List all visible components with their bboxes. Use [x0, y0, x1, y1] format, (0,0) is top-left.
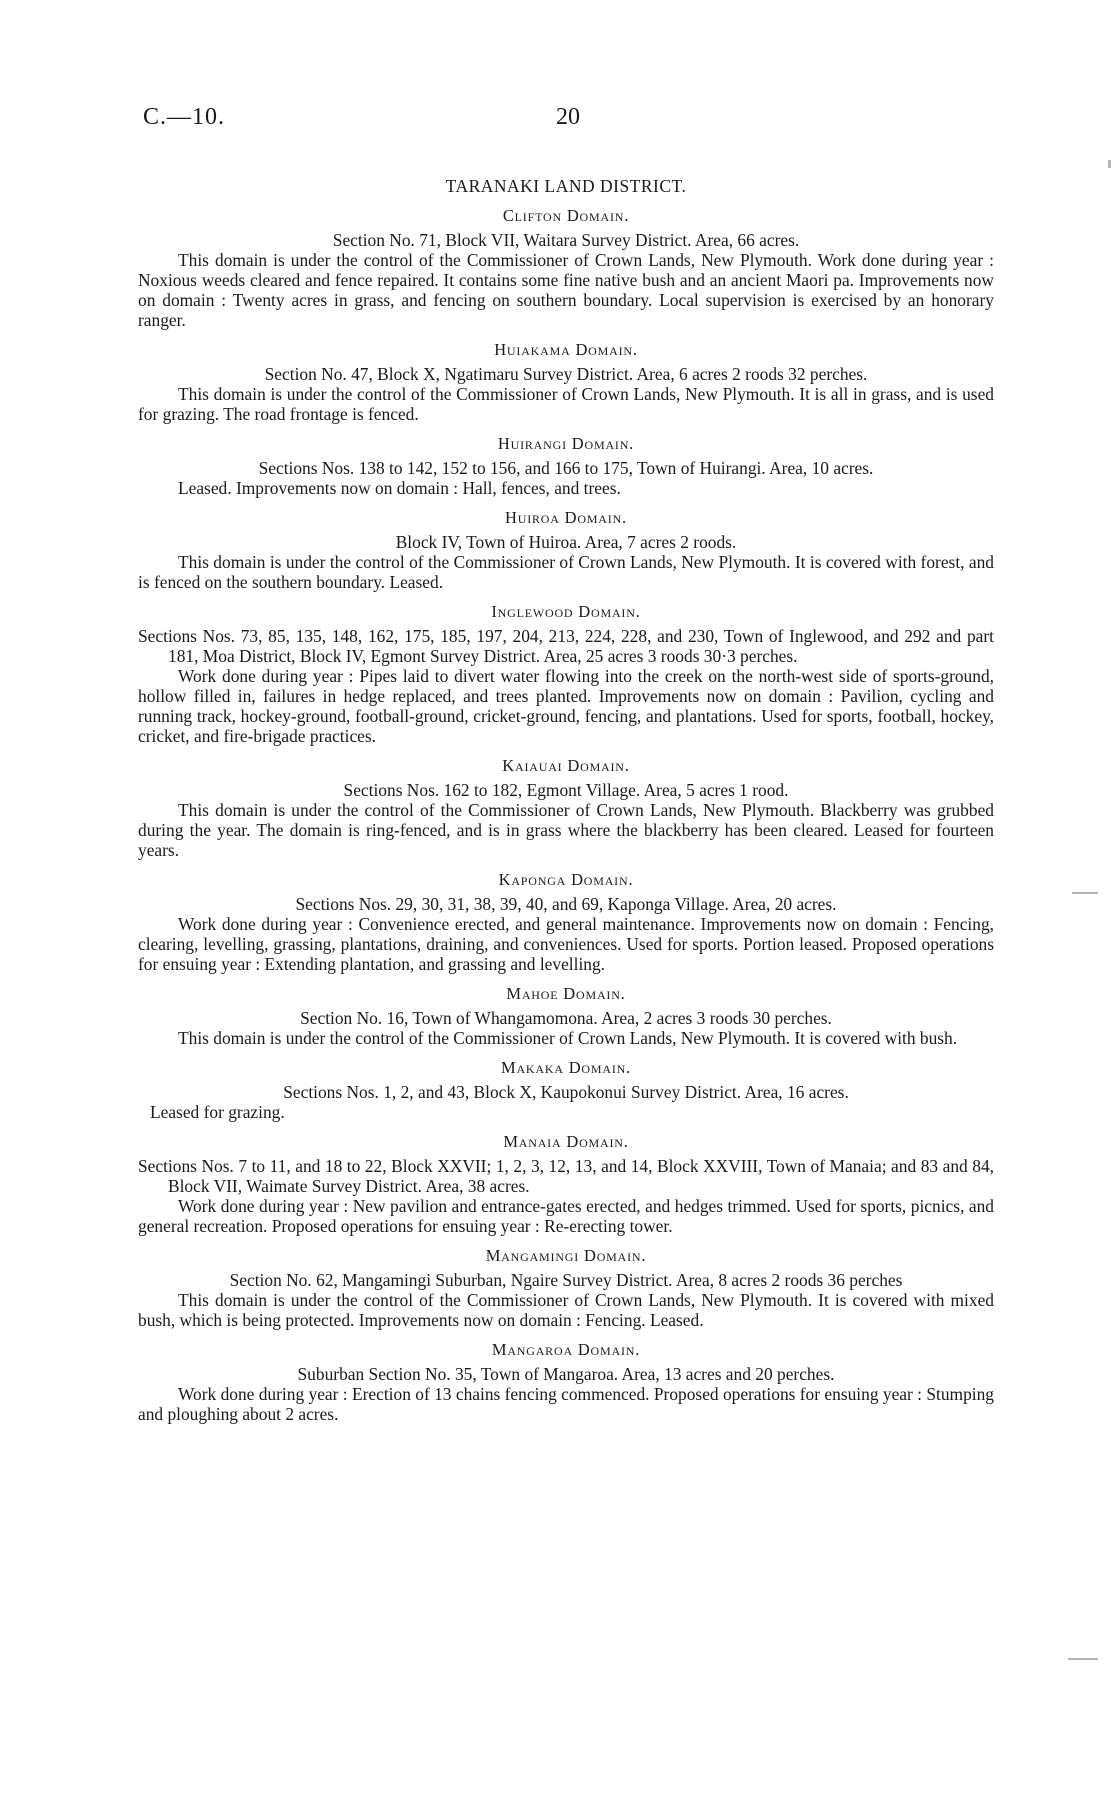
domain-description: Work done during year : Erection of 13 chains fencing commenced. Proposed operations for ensuing year : Stumping and ploughing about 2 acres.	[138, 1384, 994, 1424]
domain-location: Sections Nos. 1, 2, and 43, Block X, Kaupokonui Survey District. Area, 16 acres.	[283, 1082, 849, 1102]
report-reference: C.—10.	[143, 104, 226, 130]
domain-heading: Clifton Domain.	[502, 206, 630, 225]
domain-heading: Mangamingi Domain.	[485, 1246, 647, 1265]
domain-heading: Manaia Domain.	[503, 1132, 629, 1151]
domain-section	[138, 1340, 994, 1424]
domain-heading: Huiroa Domain.	[505, 508, 627, 527]
domain-description: This domain is under the control of the Commissioner of Crown Lands, New Plymouth. It is covered with bush.	[178, 1028, 958, 1048]
domain-location: Sections Nos. 73, 85, 135, 148, 162, 175, 185, 197, 204, 213, 224, 228, and 230, Town of Inglewood, and 292 and part 181, Moa District, Block IV, Egmont Survey District. Area, 25 acres 3 roods 30·3 perches.	[138, 626, 994, 666]
page-content	[138, 176, 994, 1424]
domain-description: This domain is under the control of the Commissioner of Crown Lands, New Plymouth. Blackberry was grubbed during the year. The domain is ring-fenced, and is in grass where the blackberry has been cleared. Leased for fourteen years.	[138, 800, 994, 860]
domain-description: Leased for grazing.	[150, 1102, 285, 1122]
domain-heading: Inglewood Domain.	[491, 602, 641, 621]
domain-description: Work done during year : Convenience erected, and general maintenance. Improvements now on domain : Fencing, clearing, levelling, grassing, plantations, draining, and conveniences. Used for sports. Portion leased. Proposed operations for ensuing year : Extending plantation, and grassing and levelling.	[138, 914, 994, 974]
domain-location: Sections Nos. 162 to 182, Egmont Village. Area, 5 acres 1 rood.	[343, 780, 789, 800]
domain-heading: Makaka Domain.	[500, 1058, 632, 1077]
domain-section	[138, 870, 994, 974]
domain-location: Sections Nos. 29, 30, 31, 38, 39, 40, and 69, Kaponga Village. Area, 20 acres.	[295, 894, 837, 914]
domain-section	[138, 984, 994, 1048]
domain-description: Work done during year : New pavilion and entrance-gates erected, and hedges trimmed. Used for sports, picnics, and general recreation. Proposed operations for ensuing year : Re-erecting tower.	[138, 1196, 994, 1236]
domain-section	[138, 1058, 994, 1122]
domain-location: Section No. 47, Block X, Ngatimaru Survey District. Area, 6 acres 2 roods 32 perches.	[264, 364, 868, 384]
domain-section	[138, 434, 994, 498]
domain-heading: Kaiauai Domain.	[502, 756, 630, 775]
domain-description: Leased. Improvements now on domain : Hall, fences, and trees.	[178, 478, 621, 498]
domain-location: Section No. 71, Block VII, Waitara Survey District. Area, 66 acres.	[332, 230, 800, 250]
scan-mark	[1108, 160, 1111, 168]
domain-heading: Kaponga Domain.	[498, 870, 634, 889]
domain-location: Block IV, Town of Huiroa. Area, 7 acres 2 roods.	[395, 532, 737, 552]
domain-location: Section No. 62, Mangamingi Suburban, Ngaire Survey District. Area, 8 acres 2 roods 36 perches	[229, 1270, 903, 1290]
domain-list	[138, 206, 994, 1424]
domain-heading: Huiakama Domain.	[494, 340, 638, 359]
domain-section	[138, 206, 994, 330]
domain-description: This domain is under the control of the Commissioner of Crown Lands, New Plymouth. Work done during year : Noxious weeds cleared and fence repaired. It contains some fine native bush and an ancient Maori pa. Improvements now on domain : Twenty acres in grass, and fencing on southern boundary. Local supervision is exercised by an honorary ranger.	[138, 250, 994, 330]
domain-section	[138, 756, 994, 860]
domain-location: Sections Nos. 138 to 142, 152 to 156, and 166 to 175, Town of Huirangi. Area, 10 acres.	[258, 458, 874, 478]
domain-description: Work done during year : Pipes laid to divert water flowing into the creek on the north-west side of sports-ground, hollow filled in, failures in hedge replaced, and trees planted. Improvements now on domain : Pavilion, cycling and running track, hockey-ground, football-ground, cricket-ground, fencing, and plantations. Used for sports, football, hockey, cricket, and fire-brigade practices.	[138, 666, 994, 746]
domain-heading: Mahoe Domain.	[506, 984, 626, 1003]
domain-section	[138, 508, 994, 592]
domain-section	[138, 1132, 994, 1236]
district-title: TARANAKI LAND DISTRICT.	[445, 176, 687, 196]
domain-description: This domain is under the control of the Commissioner of Crown Lands, New Plymouth. It is covered with forest, and is fenced on the southern boundary. Leased.	[138, 552, 994, 592]
domain-heading: Mangaroa Domain.	[491, 1340, 641, 1359]
domain-location: Section No. 16, Town of Whangamomona. Area, 2 acres 3 roods 30 perches.	[300, 1008, 832, 1028]
scan-mark	[1072, 892, 1098, 894]
page-number: 20	[556, 104, 580, 130]
scan-mark	[1068, 1658, 1098, 1660]
domain-description: This domain is under the control of the Commissioner of Crown Lands, New Plymouth. It is covered with mixed bush, which is being protected. Improvements now on domain : Fencing. Leased.	[138, 1290, 994, 1330]
domain-section	[138, 602, 994, 746]
domain-section	[138, 340, 994, 424]
domain-description: This domain is under the control of the Commissioner of Crown Lands, New Plymouth. It is all in grass, and is used for grazing. The road frontage is fenced.	[138, 384, 994, 424]
domain-location: Suburban Section No. 35, Town of Mangaroa. Area, 13 acres and 20 perches.	[297, 1364, 835, 1384]
domain-section	[138, 1246, 994, 1330]
domain-location: Sections Nos. 7 to 11, and 18 to 22, Block XXVII; 1, 2, 3, 12, 13, and 14, Block XXVIII, Town of Manaia; and 83 and 84, Block VII, Waimate Survey District. Area, 38 acres.	[138, 1156, 994, 1196]
domain-heading: Huirangi Domain.	[497, 434, 635, 453]
